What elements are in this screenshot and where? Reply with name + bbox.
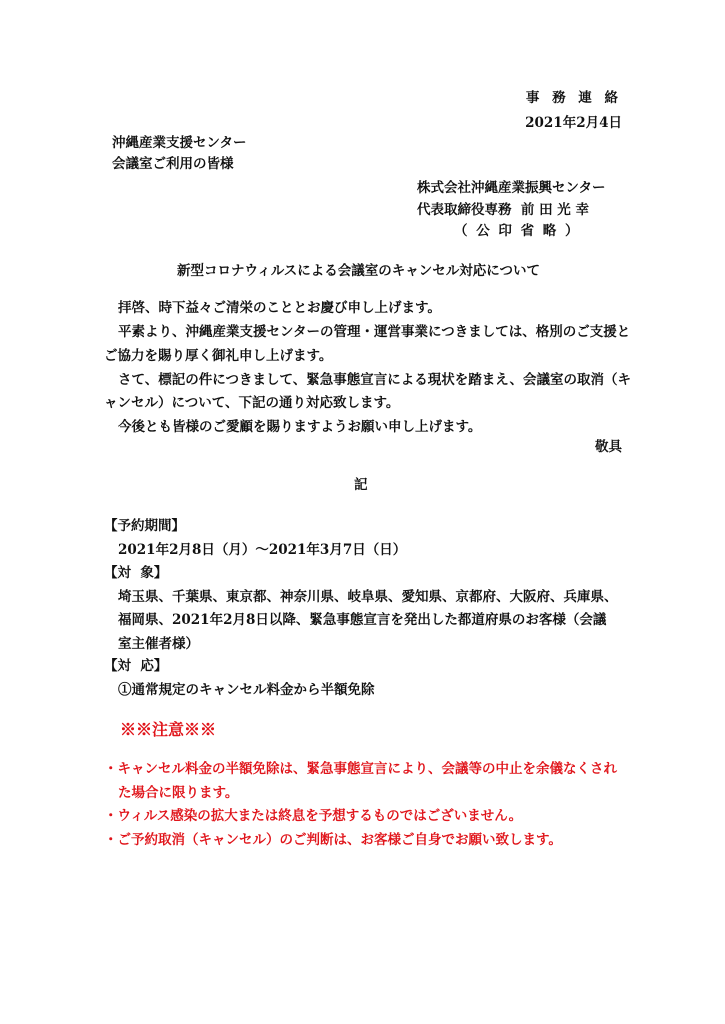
body-paragraph-3-line-1: さて、標記の件につきまして、緊急事態宣言による現状を踏まえ、会議室の取消（キ (118, 372, 631, 388)
closing-word: 敬具 (595, 439, 622, 455)
document-date: 2021年2月4日 (525, 115, 622, 131)
record-heading: 記 (354, 477, 368, 493)
seal-note: （ 公 印 省 略 ） (454, 223, 581, 239)
period-value: 2021年2月8日（月）～2021年3月7日（日） (118, 542, 407, 558)
caution-title: ※※注意※※ (120, 720, 217, 739)
body-paragraph-3-line-2: ャンセル）について、下記の通り対応致します。 (104, 395, 400, 411)
response-value: ①通常規定のキャンセル料金から半額免除 (118, 682, 375, 698)
body-paragraph-4: 今後とも皆様のご愛顧を賜りますようお願い申し上げます。 (118, 419, 482, 435)
target-line-1: 埼玉県、千葉県、東京都、神奈川県、岐阜県、愛知県、京都府、大阪府、兵庫県、 (118, 589, 618, 605)
target-line-2: 福岡県、2021年2月8日以降、緊急事態宣言を発出した都道府県のお客様（会議 (118, 612, 607, 628)
sender-company: 株式会社沖縄産業振興センター (417, 180, 606, 196)
notice-type: 事 務 連 絡 (525, 90, 622, 106)
body-paragraph-2-line-2: ご協力を賜り厚く御礼申し上げます。 (104, 348, 333, 364)
addressee-line-2: 会議室ご利用の皆様 (112, 156, 234, 172)
body-paragraph-2-line-1: 平素より、沖縄産業支援センターの管理・運営事業につきましては、格別のご支援と (118, 324, 631, 340)
target-label: 【対 象】 (104, 565, 168, 581)
caution-item-2: ・ウィルス感染の拡大または終息を予想するものではございません。 (104, 808, 523, 824)
period-label: 【予約期間】 (104, 518, 185, 534)
sender-title-name: 代表取締役専務 前 田 光 幸 (417, 202, 589, 218)
document-subject: 新型コロナウィルスによる会議室のキャンセル対応について (177, 263, 541, 279)
caution-item-1-line-1: ・キャンセル料金の半額免除は、緊急事態宣言により、会議等の中止を余儀なくされ (104, 761, 617, 777)
greeting-paragraph: 拝啓、時下益々ご清栄のこととお慶び申し上げます。 (118, 300, 441, 316)
addressee-line-1: 沖縄産業支援センター (112, 135, 247, 151)
caution-item-1-line-2: た場合に限ります。 (118, 785, 239, 801)
caution-item-3: ・ご予約取消（キャンセル）のご判断は、お客様ご自身でお願い致します。 (104, 832, 562, 848)
target-line-3: 室主催者様） (118, 636, 199, 652)
response-label: 【対 応】 (104, 658, 168, 674)
